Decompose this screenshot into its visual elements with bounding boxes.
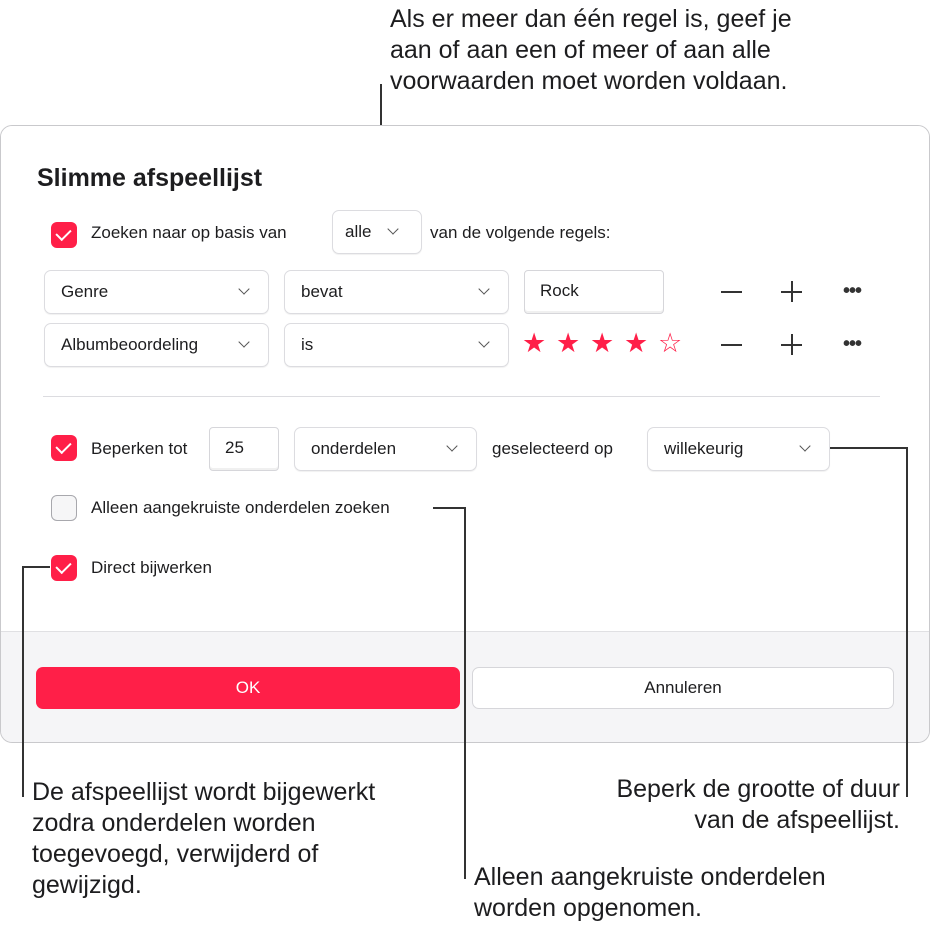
rule-1-field-select[interactable] [44, 270, 269, 314]
chevron-down-icon [446, 440, 457, 451]
callout-line: van de afspeellijst. [694, 806, 900, 834]
cancel-button[interactable]: Annuleren [472, 667, 894, 709]
callout-line: voorwaarden moet worden voldaan. [390, 67, 788, 95]
callout-leader [906, 447, 908, 797]
section-divider [43, 396, 880, 397]
rule-1-remove-button[interactable] [718, 278, 746, 306]
selected-by-select[interactable] [647, 427, 830, 471]
rule-1-operator-value: bevat [301, 282, 343, 301]
callout-checked-only [474, 862, 826, 924]
star-filled-icon[interactable]: ★ [522, 328, 547, 358]
selected-by-label: geselecteerd op [492, 439, 613, 458]
rule-1-add-button[interactable] [778, 278, 806, 306]
chevron-down-icon [478, 283, 489, 294]
star-filled-icon[interactable]: ★ [590, 328, 615, 358]
callout-leader [22, 566, 24, 797]
callout-line: worden opgenomen. [474, 894, 702, 922]
star-empty-icon[interactable]: ☆ [658, 328, 683, 358]
chevron-down-icon [238, 336, 249, 347]
rule-1-field-value: Genre [61, 282, 109, 301]
limit-unit-select[interactable] [294, 427, 477, 471]
limit-checkbox[interactable] [51, 435, 77, 461]
star-filled-icon[interactable]: ★ [556, 328, 581, 358]
callout-line: gewijzigd. [32, 871, 142, 899]
callout-leader [464, 507, 466, 879]
live-update-label: Direct bijwerken [91, 558, 212, 577]
callout-line: zodra onderdelen worden [32, 809, 316, 837]
dialog-title: Slimme afspeellijst [37, 164, 263, 192]
limit-amount-value: 25 [225, 438, 244, 457]
limit-label: Beperken tot [91, 439, 188, 458]
callout-line: Alleen aangekruiste onderdelen [474, 863, 826, 891]
rule-1-value-text: Rock [540, 281, 579, 300]
rule-2-rating[interactable] [522, 328, 692, 358]
checked-only-label: Alleen aangekruiste onderdelen zoeken [91, 498, 390, 517]
callout-line: Beperk de grootte of duur [616, 775, 900, 803]
rule-2-remove-button[interactable] [718, 331, 746, 359]
rule-2-field-value: Albumbeoordeling [61, 335, 199, 354]
callout-limit [616, 774, 900, 836]
rule-1-operator-select[interactable] [284, 270, 509, 314]
match-mode-value: alle [345, 222, 372, 241]
callout-live-update [32, 777, 375, 901]
callout-match-rules [390, 4, 792, 97]
limit-amount-input[interactable] [209, 427, 279, 471]
callout-leader [22, 566, 50, 568]
ok-button[interactable]: OK [36, 667, 460, 709]
callout-line: Als er meer dan één regel is, geef je [390, 5, 792, 33]
callout-line: toegevoegd, verwijderd of [32, 840, 319, 868]
rule-2-field-select[interactable] [44, 323, 269, 367]
live-update-checkbox[interactable] [51, 555, 77, 581]
callout-line: aan of aan een of meer of aan alle [390, 36, 771, 64]
rule-1-more-button[interactable]: ••• [842, 280, 861, 302]
rule-2-add-button[interactable] [778, 331, 806, 359]
chevron-down-icon [387, 223, 398, 234]
limit-unit-value: onderdelen [311, 439, 397, 458]
checked-only-checkbox[interactable] [51, 495, 77, 521]
callout-leader [830, 447, 908, 449]
rule-2-operator-select[interactable] [284, 323, 509, 367]
rule-2-more-button[interactable]: ••• [842, 333, 861, 355]
rule-1-value-input[interactable] [524, 270, 664, 314]
star-filled-icon[interactable]: ★ [624, 328, 649, 358]
chevron-down-icon [799, 440, 810, 451]
match-mode-select[interactable] [332, 210, 422, 254]
chevron-down-icon [478, 336, 489, 347]
match-label-before: Zoeken naar op basis van [91, 223, 287, 242]
rule-2-operator-value: is [301, 335, 314, 354]
callout-leader [433, 507, 466, 509]
chevron-down-icon [238, 283, 249, 294]
match-checkbox[interactable] [51, 222, 77, 248]
match-label-after: van de volgende regels: [430, 223, 611, 242]
selected-by-value: willekeurig [664, 439, 744, 458]
callout-line: De afspeellijst wordt bijgewerkt [32, 778, 376, 806]
